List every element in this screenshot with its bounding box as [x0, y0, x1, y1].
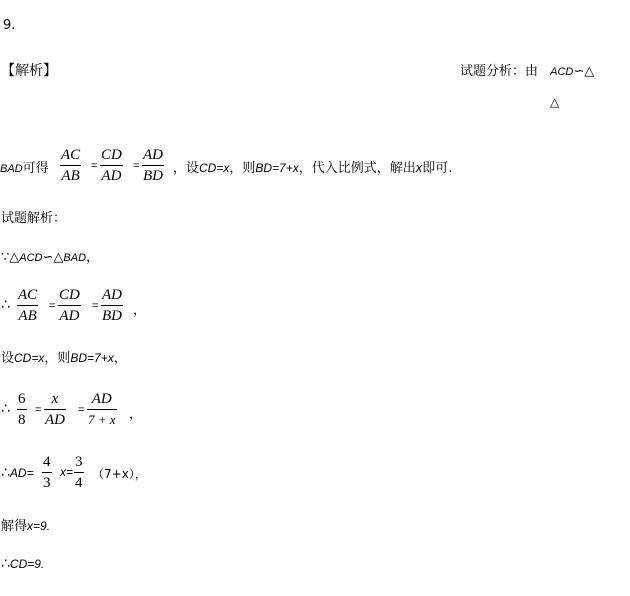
- analysis-label: 试题分析：由: [460, 64, 539, 79]
- similar-symbol: ∽△: [573, 64, 595, 79]
- fraction-bar: [87, 409, 117, 410]
- fraction-bar: [60, 165, 81, 166]
- therefore-symbol: ∴: [1, 465, 10, 481]
- triangle-symbol: △: [550, 95, 560, 109]
- fraction-denominator: AB: [18, 308, 37, 324]
- equals-sign: =: [78, 404, 85, 416]
- fraction-denominator: 8: [18, 412, 26, 428]
- fraction-bar: [44, 409, 66, 410]
- fraction-x-ad: [44, 390, 66, 429]
- fraction-bar: [142, 165, 164, 166]
- therefore-symbol: ∴: [1, 401, 10, 417]
- therefore-symbol: ∴: [1, 297, 10, 313]
- fraction-ad-bd: [101, 286, 123, 325]
- fraction-denominator: 7 + x: [88, 412, 116, 427]
- cd-equals-x: CD=x: [14, 351, 45, 365]
- therefore-symbol: ∴: [1, 556, 10, 572]
- x-equals: x=: [60, 465, 74, 479]
- analysis-line-2-rest: [173, 157, 452, 176]
- equals-sign: =: [92, 300, 99, 312]
- fraction-denominator: BD: [102, 308, 122, 324]
- fraction-numerator: AC: [18, 287, 38, 303]
- fraction-bar: [58, 305, 81, 306]
- equals-sign: =: [133, 160, 140, 172]
- fraction-denominator: AD: [59, 308, 80, 324]
- fraction-numerator: AC: [61, 147, 81, 163]
- solution-line-1: [1, 246, 99, 265]
- solution-line-6: [1, 515, 50, 534]
- text-segment: ，则: [229, 161, 256, 176]
- fraction-numerator: AD: [143, 147, 163, 163]
- equals-sign: =: [35, 404, 42, 416]
- analysis-line-2: [0, 157, 49, 176]
- fraction-3-4: [74, 453, 84, 492]
- fraction-numerator: CD: [59, 287, 80, 303]
- text-segment: ，设: [173, 161, 200, 176]
- text-segment: 解得: [1, 519, 28, 534]
- fraction-ac-ab: [17, 286, 38, 325]
- fraction-numerator: 4: [43, 454, 51, 470]
- text-segment: ，代入比例式，解出: [298, 161, 416, 176]
- solution-line-5-start: [1, 465, 34, 481]
- fraction-denominator: AB: [61, 168, 80, 184]
- fraction-bar: [17, 409, 27, 410]
- punctuation: ，: [86, 250, 100, 265]
- fraction-numerator: CD: [101, 147, 122, 163]
- text-segment: 即可.: [422, 161, 453, 176]
- comma: ，: [133, 303, 147, 318]
- solution-line-3: [1, 347, 127, 366]
- fraction-cd-ad: [100, 146, 123, 185]
- answer-number: 9.: [3, 18, 16, 33]
- bd-equals-7-plus-x: BD=7+x: [70, 351, 114, 365]
- cd-equals-x: CD=x: [199, 161, 230, 175]
- bd-equals-7-plus-x: BD=7+x: [255, 161, 299, 175]
- punctuation: ，: [113, 351, 127, 366]
- triangle-acd: ACD: [550, 66, 574, 78]
- fraction-denominator: 3: [43, 475, 51, 491]
- triangle-bad: BAD: [63, 252, 87, 264]
- solution-heading: 试题解析：: [1, 211, 67, 226]
- fraction-6-8: [17, 390, 27, 429]
- fraction-numerator: 3: [75, 454, 83, 470]
- section-label-jiexi: 【解析】: [1, 63, 57, 79]
- fraction-bar: [101, 305, 123, 306]
- fraction-4-3: [42, 453, 52, 492]
- text-segment: 设: [1, 351, 15, 366]
- analysis-intro: [460, 60, 594, 79]
- x-equals-9: x=9.: [27, 519, 51, 533]
- fraction-denominator: BD: [143, 168, 163, 184]
- fraction-bar: [17, 305, 38, 306]
- fraction-bar: [42, 472, 52, 473]
- fraction-numerator: x: [51, 391, 59, 407]
- equals-sign: =: [49, 300, 56, 312]
- fraction-denominator: 4: [75, 475, 83, 491]
- text-segment: ，则: [44, 351, 71, 366]
- paren-expression: （7+x），: [92, 467, 147, 481]
- similar-symbol: ∽△: [42, 250, 64, 265]
- fraction-cd-ad: [58, 286, 81, 325]
- equals-sign: =: [91, 160, 98, 172]
- cd-equals-9: CD=9.: [9, 557, 45, 571]
- fraction-bar: [100, 165, 123, 166]
- fraction-denominator: AD: [45, 412, 65, 428]
- because-symbol: ∵△: [1, 250, 20, 265]
- fraction-ad-7-plus-x: [87, 390, 117, 429]
- fraction-numerator: AD: [91, 391, 112, 407]
- fraction-numerator: 6: [18, 391, 26, 407]
- fraction-denominator: AD: [101, 168, 122, 184]
- comma: ，: [129, 407, 143, 422]
- fraction-bar: [74, 472, 84, 473]
- triangle-acd: ACD: [19, 252, 43, 264]
- fraction-numerator: AD: [102, 287, 122, 303]
- fraction-ac-ab: [60, 146, 81, 185]
- fraction-ad-bd: [142, 146, 164, 185]
- triangle-bad: BAD: [0, 163, 23, 175]
- solution-line-7: [1, 556, 44, 572]
- ke-de-text: 可得: [22, 161, 49, 176]
- variable-x: x: [415, 160, 423, 175]
- ad-equals: AD=: [9, 466, 34, 480]
